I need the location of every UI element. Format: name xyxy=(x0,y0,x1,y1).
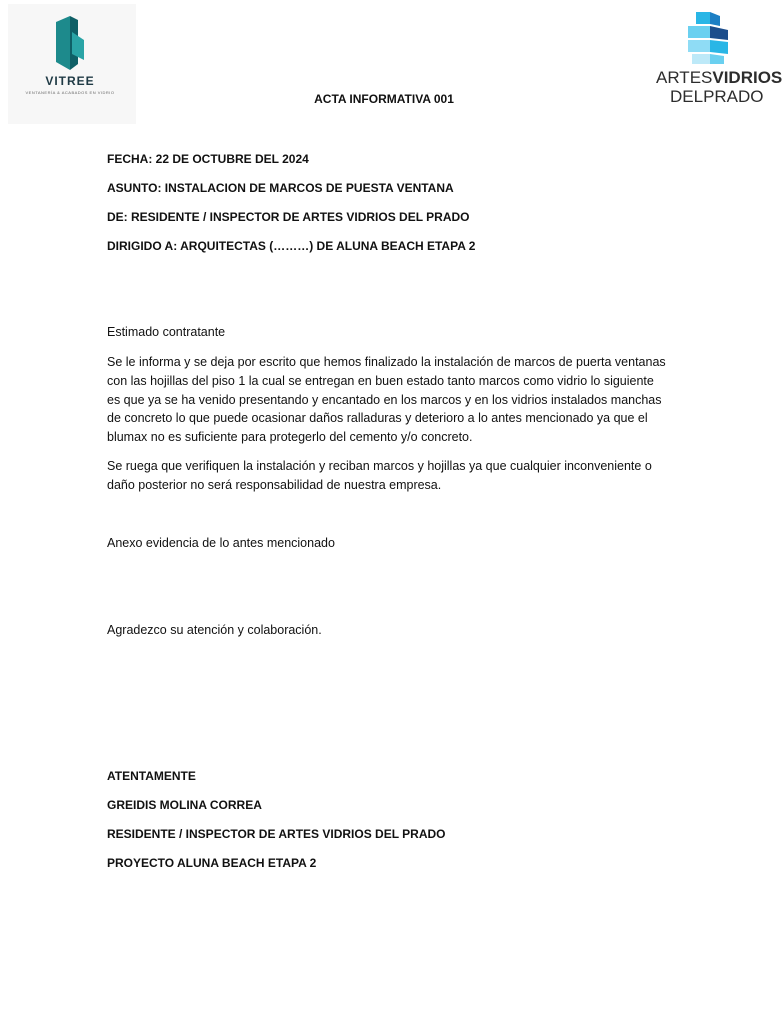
vitree-tagline: VENTANERÍA & ACABADOS EN VIDRIO xyxy=(25,90,115,95)
greeting: Estimado contratante xyxy=(107,325,226,339)
artes-word: ARTES xyxy=(656,68,713,87)
body-paragraph-2: Se ruega que verifiquen la instalación y reciban marcos y hojillas ya que cualquier inconveniente o daño posterior no será responsabilidad de nuestra empresa. xyxy=(107,459,652,492)
artes-vidrios-name xyxy=(656,68,782,88)
glass-building-icon xyxy=(682,10,732,66)
annex-note: Anexo evidencia de lo antes mencionado xyxy=(107,536,335,550)
del-prado-word: DELPRADO xyxy=(670,87,764,106)
de-line: DE: RESIDENTE / INSPECTOR DE ARTES VIDRIOS DEL PRADO xyxy=(107,210,470,224)
closing: ATENTAMENTE xyxy=(107,769,196,783)
vitree-logo xyxy=(8,4,136,124)
vitree-emblem-icon xyxy=(8,4,132,74)
document-title: ACTA INFORMATIVA 001 xyxy=(314,92,454,106)
body-paragraph-1: Se le informa y se deja por escrito que hemos finalizado la instalación de marcos de puerta ventanas con las hojillas del piso 1 la cual se entregan en buen estado tanto marcos como vidrio lo siguiente es que ya se ha venido presentando y encantado en los marcos y en los vidrios instalados manchas de concreto lo que puede ocasionar daños ralladuras y deterioro a lo antes mencionado ya que el blumax no es suficiente para protegerlo del cemento y/o concreto. xyxy=(107,355,666,445)
vidrios-word: VIDRIOS xyxy=(712,68,782,87)
vitree-brand-name: VITREE xyxy=(45,74,95,88)
asunto-line: ASUNTO: INSTALACION DE MARCOS DE PUESTA VENTANA xyxy=(107,181,454,195)
project-name: PROYECTO ALUNA BEACH ETAPA 2 xyxy=(107,856,317,870)
signer-role: RESIDENTE / INSPECTOR DE ARTES VIDRIOS DEL PRADO xyxy=(107,827,446,841)
dirigido-line: DIRIGIDO A: ARQUITECTAS (………) DE ALUNA BEACH ETAPA 2 xyxy=(107,239,476,253)
signer-name: GREIDIS MOLINA CORREA xyxy=(107,798,262,812)
fecha-line: FECHA: 22 DE OCTUBRE DEL 2024 xyxy=(107,152,309,166)
thanks-line: Agradezco su atención y colaboración. xyxy=(107,623,322,637)
